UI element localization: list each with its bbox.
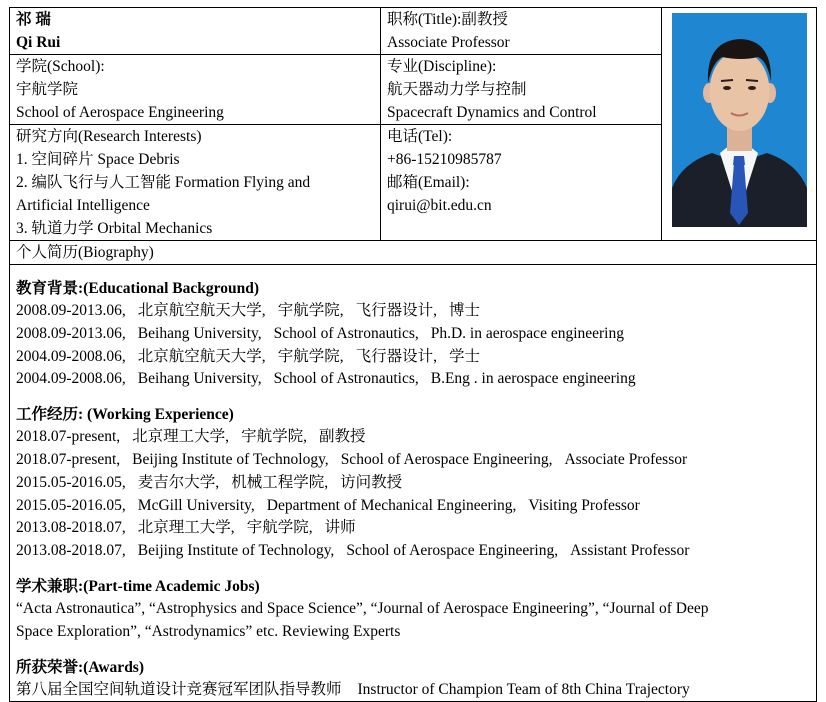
- award-cn: 第八届全国空间轨道设计竞赛冠军团队指导教师: [16, 680, 342, 698]
- biography-body: [10, 265, 816, 701]
- contact-cell: [381, 125, 661, 240]
- award-en: Instructor of Champion Team of 8th China Trajectory: [357, 680, 690, 698]
- email-label: 邮箱(Email):: [387, 174, 470, 191]
- profile-info: [10, 8, 661, 240]
- work-line-field: 北京理工大学,: [132, 428, 230, 446]
- title-cell: [381, 8, 661, 54]
- work-line-field: 宇航学院,: [241, 428, 307, 446]
- awards-title: 所获荣誉:(Awards): [16, 658, 145, 676]
- research-item: Artificial Intelligence: [16, 197, 150, 214]
- work-line: [16, 495, 816, 518]
- work-title: 工作经历: (Working Experience): [16, 406, 234, 424]
- portrait-photo: [672, 13, 807, 227]
- academic-line: Space Exploration”, “Astrodynamics” etc. Reviewing Experts: [16, 622, 401, 640]
- work-line-field: 2018.07-present,: [16, 450, 121, 468]
- education-line-field: 宇航学院,: [277, 347, 344, 365]
- education-line-field: Beihang University,: [137, 324, 262, 342]
- work-line-field: Beijing Institute of Technology,: [132, 450, 329, 468]
- work-line-field: 麦吉尔大学,: [137, 473, 220, 491]
- work-line-field: School of Aerospace Engineering,: [340, 450, 553, 468]
- work-line: [16, 517, 816, 540]
- education-line-field: Ph.D. in aerospace engineering: [430, 324, 624, 342]
- education-line-field: 飞行器设计,: [355, 347, 437, 365]
- work-line-field: 2015.05-2016.05,: [16, 496, 126, 514]
- biography-header: 个人简历(Biography): [10, 241, 816, 265]
- name-row: [10, 8, 661, 55]
- work-line-field: Beijing Institute of Technology,: [137, 542, 335, 560]
- discipline-cell: [381, 55, 661, 124]
- work-line-field: 2013.08-2018.07,: [16, 542, 126, 560]
- title-label: 职称(Title):副教授: [387, 11, 508, 28]
- research-item: 1. 空间碎片 Space Debris: [16, 151, 180, 168]
- work-line: [16, 449, 816, 472]
- discipline-label: 专业(Discipline):: [387, 58, 497, 75]
- academic-line: “Acta Astronautica”, “Astrophysics and Space Science”, “Journal of Aerospace Engineering”, “Journal of Deep: [16, 599, 709, 617]
- tel-value: +86-15210985787: [387, 151, 502, 168]
- education-line-field: 北京航空航天大学,: [137, 347, 266, 365]
- name-cell: [10, 8, 381, 54]
- school-label: 学院(School):: [16, 58, 105, 75]
- work-line-field: 2015.05-2016.05,: [16, 473, 126, 491]
- work-line-field: Department of Mechanical Engineering,: [266, 496, 517, 514]
- work-line-field: 2013.08-2018.07,: [16, 519, 126, 537]
- cv-table: [9, 7, 817, 702]
- work-line-field: School of Aerospace Engineering,: [346, 542, 559, 560]
- academic-title: 学术兼职:(Part-time Academic Jobs): [16, 577, 260, 595]
- work-line-field: 2018.07-present,: [16, 428, 121, 446]
- discipline-cn: 航天器动力学与控制: [387, 81, 527, 98]
- work-line-field: 访问教授: [340, 473, 403, 491]
- education-line-field: 飞行器设计,: [355, 302, 437, 319]
- profile-block: [10, 8, 816, 241]
- school-cn: 宇航学院: [16, 81, 79, 98]
- work-line-field: 副教授: [318, 428, 366, 446]
- work-line-field: 宇航学院,: [246, 519, 313, 537]
- award-line: [16, 679, 816, 702]
- research-cell: [10, 125, 381, 240]
- education-line-field: 2008.09-2013.06,: [16, 302, 126, 319]
- school-cell: [10, 55, 381, 124]
- education-line-field: 北京航空航天大学,: [137, 302, 266, 319]
- work-line-field: 机械工程学院,: [231, 473, 329, 491]
- education-line: [16, 346, 816, 369]
- education-line-field: B.Eng . in aerospace engineering: [430, 370, 636, 388]
- research-item: 3. 轨道力学 Orbital Mechanics: [16, 220, 213, 237]
- work-line: [16, 540, 816, 563]
- education-line-field: 2004.09-2008.06,: [16, 347, 126, 365]
- work-line-field: 北京理工大学,: [137, 519, 235, 537]
- work-line: [16, 472, 816, 495]
- education-list: [16, 300, 816, 391]
- portrait-illustration: [672, 13, 807, 227]
- email-value: qirui@bit.edu.cn: [387, 197, 492, 214]
- title-en: Associate Professor: [387, 34, 510, 51]
- work-line-field: Assistant Professor: [570, 542, 690, 560]
- education-line-field: 宇航学院,: [277, 302, 344, 319]
- work-line-field: 讲师: [324, 519, 356, 537]
- education-line-field: 学士: [448, 347, 480, 365]
- education-line-field: School of Astronautics,: [273, 324, 419, 342]
- education-line-field: Beihang University,: [137, 370, 262, 388]
- work-line-field: McGill University,: [137, 496, 255, 514]
- tel-label: 电话(Tel):: [387, 128, 453, 145]
- work-line-field: Associate Professor: [564, 450, 688, 468]
- research-row: [10, 125, 661, 240]
- work-line: [16, 426, 816, 449]
- work-line-field: Visiting Professor: [528, 496, 640, 514]
- photo-cell: [661, 8, 816, 240]
- education-line-field: School of Astronautics,: [273, 370, 419, 388]
- education-line-field: 2008.09-2013.06,: [16, 324, 126, 342]
- discipline-en: Spacecraft Dynamics and Control: [387, 104, 597, 121]
- school-en: School of Aerospace Engineering: [16, 104, 224, 121]
- education-line-field: 博士: [448, 302, 480, 319]
- education-line: [16, 368, 816, 391]
- research-item: 2. 编队飞行与人工智能 Formation Flying and: [16, 174, 311, 191]
- education-line-field: 2004.09-2008.06,: [16, 370, 126, 388]
- research-label: 研究方向(Research Interests): [16, 128, 202, 145]
- work-list: [16, 426, 816, 563]
- education-title: 教育背景:(Educational Background): [16, 280, 260, 297]
- education-line: [16, 323, 816, 346]
- education-line: [16, 300, 816, 323]
- name-en: Qi Rui: [16, 34, 61, 51]
- name-cn: 祁 瑞: [16, 11, 51, 28]
- school-row: [10, 55, 661, 125]
